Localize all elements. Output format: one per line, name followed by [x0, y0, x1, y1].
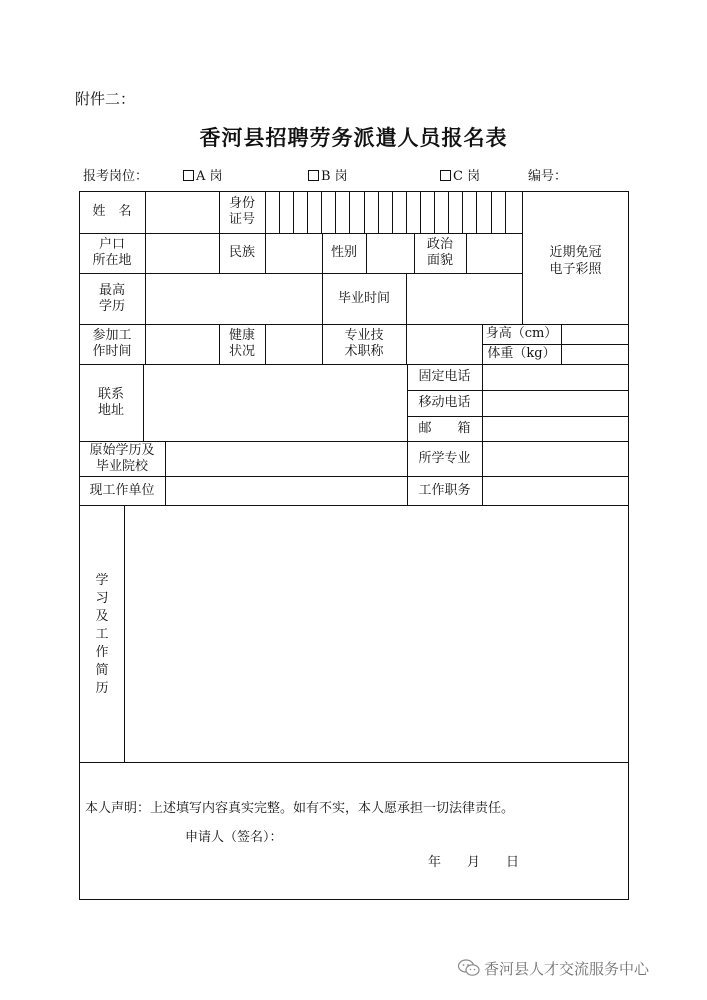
checkbox-icon[interactable] — [308, 170, 319, 181]
number-label: 编号： — [528, 169, 568, 184]
hukou-label: 户口 所在地 — [92, 237, 132, 268]
watermark — [458, 958, 649, 981]
attachment-label: 附件二： — [75, 90, 136, 108]
professional-title-label: 专业技 术职称 — [344, 328, 384, 359]
address-label: 联系 地址 — [97, 386, 124, 418]
major-label: 所学专业 — [418, 450, 471, 466]
date-label: 年 月 日 — [428, 855, 520, 870]
declaration-text: 本人声明：上述填写内容真实完整。如有不实，本人愿承担一切法律责任。 — [85, 801, 515, 816]
option-a-label: A 岗 — [196, 169, 223, 184]
watermark-text: 香河县人才交流服务中心 — [484, 960, 650, 978]
name-field[interactable] — [146, 192, 218, 232]
height-label: 身高（cm） — [485, 326, 558, 341]
landline-label: 固定电话 — [418, 369, 471, 384]
email-label: 邮 箱 — [418, 420, 471, 436]
option-a[interactable] — [183, 165, 223, 184]
mobile-label: 移动电话 — [418, 395, 471, 410]
resume-label: 学习及工作简历 — [95, 573, 109, 696]
wechat-icon — [458, 959, 480, 981]
id-number-label: 身份 证号 — [228, 196, 255, 227]
political-label: 政治 面貌 — [426, 237, 453, 268]
option-c-label: C 岗 — [453, 169, 481, 184]
resume-field[interactable] — [126, 506, 628, 761]
signature-label: 申请人（签名）： — [185, 830, 283, 845]
option-b[interactable] — [308, 165, 348, 184]
gender-label: 性别 — [330, 245, 357, 260]
health-label: 健康 状况 — [228, 328, 255, 359]
photo-area[interactable] — [523, 289, 628, 323]
education-label: 最高 学历 — [98, 282, 125, 314]
ethnicity-label: 民族 — [228, 245, 255, 260]
graduation-time-label: 毕业时间 — [337, 290, 390, 306]
photo-label: 近期免冠 电子彩照 — [549, 244, 602, 277]
name-label: 姓 名 — [92, 204, 132, 219]
checkbox-icon[interactable] — [440, 170, 451, 181]
position-label: 报考岗位： — [83, 169, 149, 184]
id-number-field[interactable] — [266, 192, 521, 232]
job-title-label: 工作职务 — [418, 482, 471, 498]
weight-label: 体重（kg） — [487, 346, 556, 361]
option-b-label: B 岗 — [321, 169, 348, 184]
checkbox-icon[interactable] — [183, 170, 194, 181]
work-start-label: 参加工 作时间 — [92, 328, 132, 359]
original-education-label: 原始学历及 毕业院校 — [89, 442, 155, 474]
option-c[interactable] — [440, 165, 480, 184]
employer-label: 现工作单位 — [89, 482, 155, 498]
form-title: 香河县招聘劳务派遣人员报名表 — [199, 126, 508, 150]
